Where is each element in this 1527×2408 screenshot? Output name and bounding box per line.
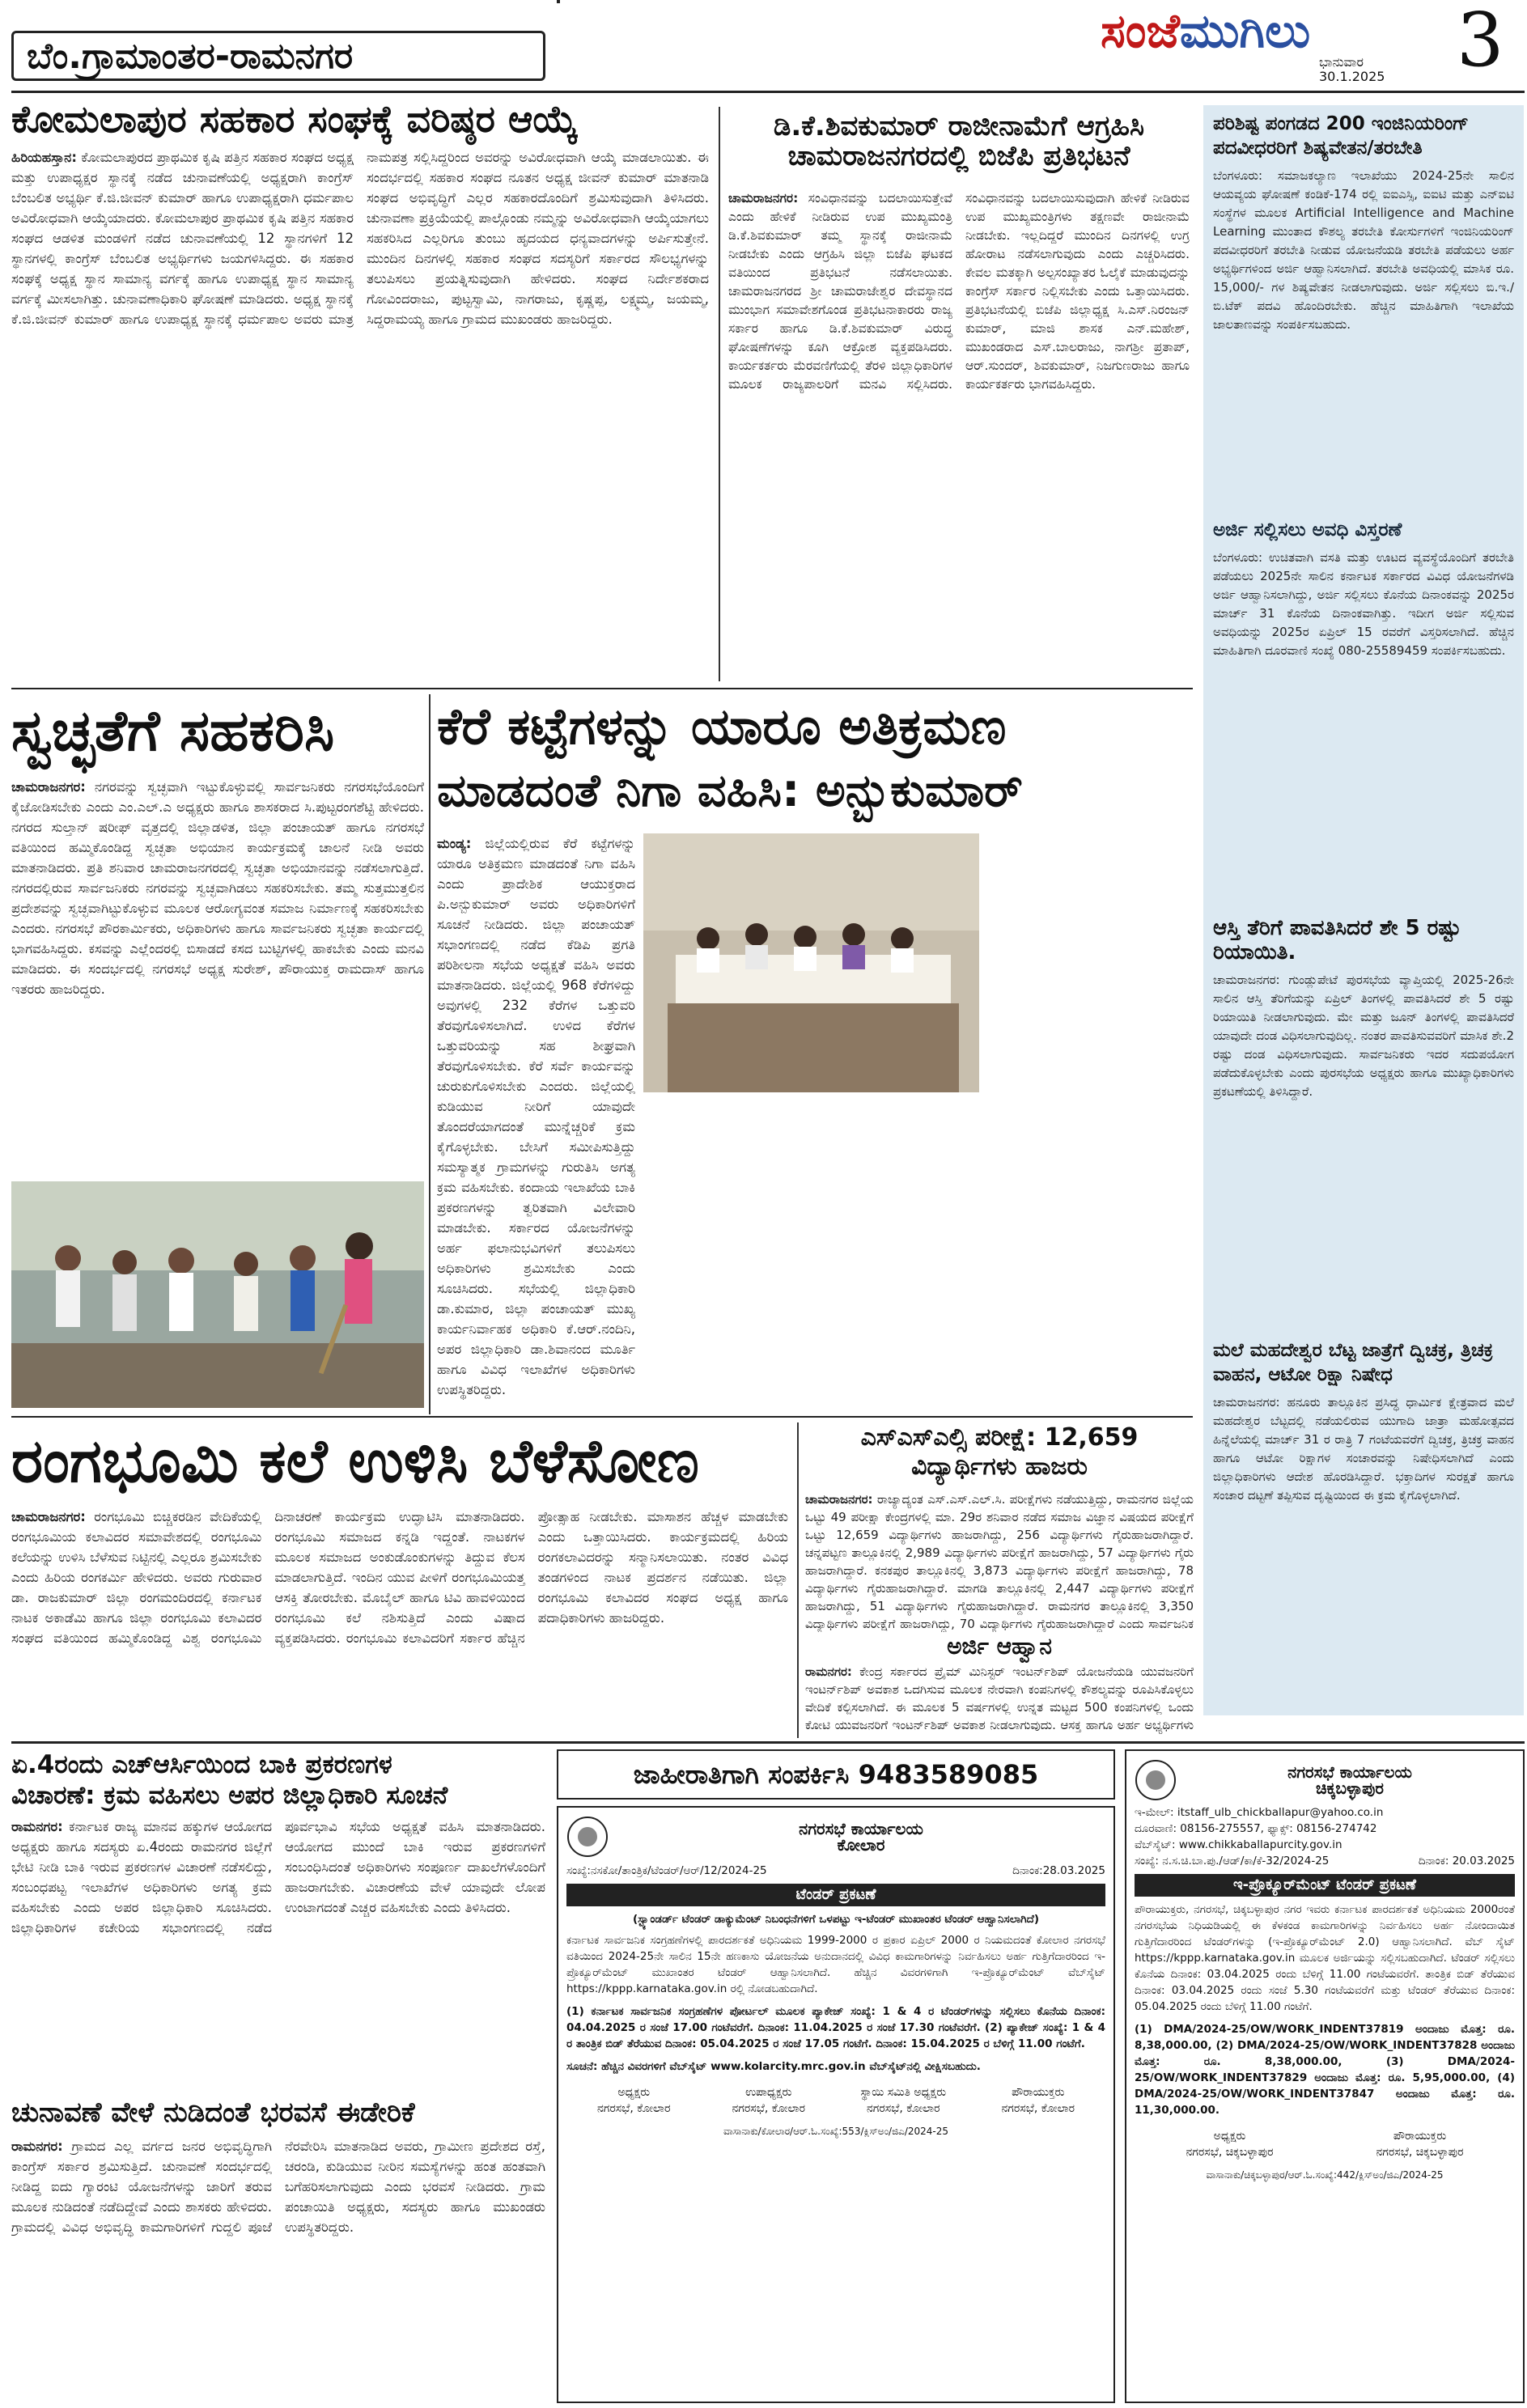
tender-phone: ದೂರವಾಣಿ: 08156-275557, ಫ್ಯಾಕ್ಸ್: 08156-274742 [1135,1822,1377,1835]
tender-body: ಪೌರಾಯುಕ್ತರು, ನಗರಸಭೆ, ಚಿಕ್ಕಬಳ್ಳಾಪುರ ನಗರ ಇವರು ಕರ್ನಾಟಕ ಪಾರದರ್ಶಕತೆ ಅಧಿನಿಯಮ 2000ರಂತೆ ನಗರಸಭೆಯ ನಿಧಿಯಡಿಯಲ್ಲಿ ಈ ಕೆಳಕಂಡ ಕಾಮಗಾರಿಗಳನ್ನು ನಿರ್ವಹಿಸಲು ಅರ್ಹ ನೋಂದಾಯಿತ ಗುತ್ತಿಗೆದಾರರಿಂದ ಟೆಂಡರ್‌ಗಳನ್ನು (ಇ-ಪ್ರೊಕ್ಯೂರ್‌ಮೆಂಟ್ 2.0) ಆಹ್ವಾನಿಸಲಾಗಿದೆ. ವೆಬ್ ಸೈಟ್ https://kppp.karnataka.gov.in ಮೂಲಕ ಅರ್ಜಿಯನ್ನು ಸಲ್ಲಿಸಬಹುದಾಗಿದೆ. ಟೆಂಡರ್ ಸಲ್ಲಿಸಲು ಕೊನೆಯ ದಿನಾಂಕ: 03.04.2025 ರಂದು ಬೆಳಿಗ್ಗೆ 11.00 ಗಂಟೆಯವರೆಗೆ. ತಾಂತ್ರಿಕ ಬಿಡ್ ತೆರೆಯುವ ದಿನಾಂಕ: 03.04.2025 ರಂದು ಸಂಜೆ 5.30 ಗಂಟೆಯವರೆಗೆ ಮತ್ತು ಟೆಂಡರ್ ತೆರೆಯುವ ದಿನಾಂಕ: 05.04.2025 ರಂದು ಬೆಳಿಗ್ಗೆ 11.00 ಗಂಟೆಗೆ. [1135,1903,1515,2013]
page-number: 3 [1457,0,1504,83]
sidebar-headline: ಮಲೆ ಮಹದೇಶ್ವರ ಬೆಟ್ಟ ಜಾತ್ರೆಗೆ ದ್ವಿಚಕ್ರ, ತ್ರಿಚಕ್ರ ವಾಹನ, ಆಟೋ ರಿಕ್ಷಾ ನಿಷೇಧ [1213,1340,1494,1385]
cleanup-photo [11,1181,424,1408]
article-sslc [805,1490,1194,1632]
masthead-date: 30.1.2025 [1319,69,1385,84]
meeting-photo [643,833,979,1092]
sidebar-body: ಚಾಮರಾಜನಗರ: ಗುಂಡ್ಲುಪೇಟೆ ಪುರಸಭೆಯ ವ್ಯಾಪ್ತಿಯಲ್ಲಿ 2025-26ನೇ ಸಾಲಿನ ಆಸ್ತಿ ತೆರಿಗೆಯನ್ನು ಏಪ್ರಿಲ್ ತಿಂಗಳಲ್ಲಿ ಪಾವತಿಸಿದರೆ ಶೇ 5 ರಷ್ಟು ರಿಯಾಯಿತಿ ನೀಡಲಾಗುವುದು. ಮೇ ಮತ್ತು ಜೂನ್ ತಿಂಗಳಲ್ಲಿ ಪಾವತಿಸಿದರೆ ಯಾವುದೇ ದಂಡ ವಿಧಿಸಲಾಗುವುದಿಲ್ಲ. ನಂತರ ಪಾವತಿಸುವವರಿಗೆ ಮಾಸಿಕ ಶೇ.2 ರಷ್ಟು ದಂಡ ವಿಧಿಸಲಾಗುವುದು. ಸಾರ್ವಜನಿಕರು ಇದರ ಸದುಪಯೋಗ ಪಡೆದುಕೊಳ್ಳಬೇಕು ಎಂದು ಪುರಸಭೆಯ ಅಧ್ಯಕ್ಷರು ಹಾಗೂ ಮುಖ್ಯಾಧಿಕಾರಿಗಳು ಪ್ರಕಟಣೆಯಲ್ಲಿ ತಿಳಿಸಿದ್ದಾರೆ. [1213,973,1514,1099]
sidebar-headline: ಆಸ್ತಿ ತೆರಿಗೆ ಪಾವತಿಸಿದರೆ ಶೇ 5 ರಷ್ಟು ರಿಯಾಯಿತಿ. [1213,916,1461,964]
masthead-day: ಭಾನುವಾರ [1319,54,1364,70]
headline-arji: ಅರ್ಜಿ ಆಹ್ವಾನ [947,1633,1052,1660]
dateline: ರಾಮನಗರ: [11,1819,63,1834]
article-body: ಕೇಂದ್ರ ಸರ್ಕಾರದ ಪ್ರೈಮ್ ಮಿನಿಸ್ಟರ್ ಇಂಟರ್ನ್‌ಶಿಪ್ ಯೋಜನೆಯಡಿ ಯುವಜನರಿಗೆ ಇಂಟರ್ನ್‌ಶಿಪ್ ಅವಕಾಶ ಒದಗಿಸುವ ಮೂಲಕ ನೇರವಾಗಿ ಕಂಪನಿಗಳಲ್ಲಿ ಕೌಶಲ್ಯವನ್ನು ರೂಪಿಸಿಕೊಳ್ಳಲು ವೇದಿಕೆ ಕಲ್ಪಿಸಲಾಗಿದೆ. ಈ ಮೂಲಕ 5 ವರ್ಷಗಳಲ್ಲಿ ಉನ್ನತ ಮಟ್ಟದ 500 ಕಂಪನಿಗಳಲ್ಲಿ ಒಂದು ಕೋಟಿ ಯುವಜನರಿಗೆ ಇಂಟರ್ನ್‌ಶಿಪ್ ಅವಕಾಶ ನೀಡಲಾಗುವುದು. ಆಸಕ್ತ ಹಾಗೂ ಅರ್ಹ ಅಭ್ಯರ್ಥಿಗಳು [805,1664,1194,1732]
article-body: ರಂಗಭೂಮಿ ಬಿಚ್ಚಿಕರಡಿನ ವೇದಿಕೆಯಲ್ಲಿ ರಂಗಭೂಮಿಯ ಕಲಾವಿದರ ಸಮಾವೇಶದಲ್ಲಿ ರಂಗಭೂಮಿ ಕಲೆಯನ್ನು ಉಳಿಸಿ ಬೆಳೆಸುವ ನಿಟ್ಟಿನಲ್ಲಿ ಎಲ್ಲರೂ ಶ್ರಮಿಸಬೇಕು ಎಂದು ಹಿರಿಯ ರಂಗಕರ್ಮಿ ಹೇಳಿದರು. ಅವರು ಗುರುವಾರ ಡಾ. ರಾಜಕುಮಾರ್ ಜಿಲ್ಲಾ ರಂಗಮಂದಿರದಲ್ಲಿ ಕರ್ನಾಟಕ ನಾಟಕ ಅಕಾಡೆಮಿ ಹಾಗೂ ಜಿಲ್ಲಾ ರಂಗಭೂಮಿ ಕಲಾವಿದರ ಸಂಘದ ವತಿಯಿಂದ ಹಮ್ಮಿಕೊಂಡಿದ್ದ ವಿಶ್ವ ರಂಗಭೂಮಿ ದಿನಾಚರಣೆ ಕಾರ್ಯಕ್ರಮ ಉದ್ಘಾಟಿಸಿ ಮಾತನಾಡಿದರು. ರಂಗಭೂಮಿ ಸಮಾಜದ ಕನ್ನಡಿ ಇದ್ದಂತೆ. ನಾಟಕಗಳ ಮೂಲಕ ಸಮಾಜದ ಅಂಕುಡೊಂಕುಗಳನ್ನು ತಿದ್ದುವ ಕೆಲಸ ಮಾಡಲಾಗುತ್ತಿದೆ. ಇಂದಿನ ಯುವ ಪೀಳಿಗೆ ರಂಗಭೂಮಿಯತ್ತ ಆಸಕ್ತಿ ತೋರಬೇಕು. ಮೊಬೈಲ್ ಹಾಗೂ ಟಿವಿ ಹಾವಳಿಯಿಂದ ರಂಗಭೂಮಿ ಕಲೆ ನಶಿಸುತ್ತಿದೆ ಎಂದು ವಿಷಾದ ವ್ಯಕ್ತಪಡಿಸಿದರು. ರಂಗಭೂಮಿ ಕಲಾವಿದರಿಗೆ ಸರ್ಕಾರ ಹೆಚ್ಚಿನ ಪ್ರೋತ್ಸಾಹ ನೀಡಬೇಕು. ಮಾಸಾಶನ ಹೆಚ್ಚಳ ಮಾಡಬೇಕು ಎಂದು ಒತ್ತಾಯಿಸಿದರು. ಕಾರ್ಯಕ್ರಮದಲ್ಲಿ ಹಿರಿಯ ರಂಗಕಲಾವಿದರನ್ನು ಸನ್ಮಾನಿಸಲಾಯಿತು. ನಂತರ ವಿವಿಧ ತಂಡಗಳಿಂದ ನಾಟಕ ಪ್ರದರ್ಶನ ನಡೆಯಿತು. ಜಿಲ್ಲಾ ರಂಗಭೂಮಿ ಕಲಾವಿದರ ಸಂಘದ ಅಧ್ಯಕ್ಷ ಹಾಗೂ ಪದಾಧಿಕಾರಿಗಳು ಹಾಜರಿದ್ದರು. [11,1509,788,1646]
tender-city: ಕೋಲಾರ [837,1835,885,1855]
tender-city: ಚಿಕ್ಕಬಳ್ಳಾಪುರ [1316,1778,1384,1798]
section-rule [11,1416,1193,1418]
dateline: ಚಾಮರಾಜನಗರ: [728,191,799,206]
tender-dates: (1) ಕರ್ನಾಟಕ ಸಾರ್ವಜನಿಕ ಸಂಗ್ರಹಣೆಗಳ ಪೋರ್ಟಲ್ ಮೂಲಕ ಪ್ಯಾಕೇಜ್ ಸಂಖ್ಯೆ: 1 & 4 ರ ಟೆಂಡರ್‌ಗಳನ್ನು ಸಲ್ಲಿಸಲು ಕೊನೆಯ ದಿನಾಂಕ: 04.04.2025 ರ ಸಂಜೆ 17.00 ಗಂಟೆವರೆಗೆ. ದಿನಾಂಕ: 11.04.2025 ರ ಸಂಜೆ 17.30 ಗಂಟೆವರೆಗೆ. (2) ಪ್ಯಾಕೇಜ್ ಸಂಖ್ಯೆ: 1 & 4 ರ ತಾಂತ್ರಿಕ ಬಿಡ್ ತೆರೆಯುವ ದಿನಾಂಕ: 05.04.2025 ರ ಸಂಜೆ 17.05 ಗಂಟೆಗೆ. ದಿನಾಂಕ: 15.04.2025 ರ ಬೆಳಿಗ್ಗೆ 11.00 ಗಂಟೆಗೆ. [566,2005,1105,2050]
headline-kere-2: ಮಾಡದಂತೆ ನಿಗಾ ವಹಿಸಿ: ಅನ್ಬುಕುಮಾರ್ [437,765,1023,817]
tender-email: ಇ-ಮೇಲ್: itstaff_ulb_chickballapur@yahoo.co.in [1135,1806,1384,1819]
tender-body: ಕರ್ನಾಟಕ ಸಾರ್ವಜನಿಕ ಸಂಗ್ರಹಣೆಗಳಲ್ಲಿ ಪಾರದರ್ಶಕತೆ ಅಧಿನಿಯಮ 1999-2000 ರ ಪ್ರಕಾರ ಏಪ್ರಿಲ್ 2000 ರ ನಿಯಮದಂತೆ ಕೋಲಾರ ನಗರಸಭೆ ವತಿಯಿಂದ 2024-25ನೇ ಸಾಲಿನ 15ನೇ ಹಣಕಾಸು ಯೋಜನೆಯ ಅನುದಾನದಲ್ಲಿ ವಿವಿಧ ಕಾಮಗಾರಿಗಳನ್ನು ನಿರ್ವಹಿಸಲು ಅರ್ಹ ಗುತ್ತಿಗೆದಾರರಿಂದ ಇ-ಪ್ರೊಕ್ಯೂರ್‌ಮೆಂಟ್ ಮುಖಾಂತರ ಟೆಂಡರ್ ಆಹ್ವಾನಿಸಲಾಗಿದೆ. ಹೆಚ್ಚಿನ ವಿವರಗಳಿಗಾಗಿ ಇ-ಪ್ರೊಕ್ಯೂರ್‌ಮೆಂಟ್ ವೆಬ್‌ಸೈಟ್ https://kppp.karnataka.gov.in ರಲ್ಲಿ ನೋಡಬಹುದಾಗಿದೆ. [566,1934,1105,1995]
signature-title: ಅಧ್ಯಕ್ಷರು [617,2086,651,2099]
tender-works: (1) DMA/2024-25/OW/WORK_INDENT37819 ಅಂದಾಜು ಮೊತ್ತ: ರೂ. 8,38,000.00, (2) DMA/2024-25/OW/WORK_INDENT37828 ಅಂದಾಜು ಮೊತ್ತ: ರೂ. 8,38,000.00, (3) DMA/2024-25/OW/WORK_INDENT37829 ಅಂದಾಜು ಮೊತ್ತ: ರೂ. 5,95,000.00, (4) DMA/2024-25/OW/WORK_INDENT37847 ಅಂದಾಜು ಮೊತ್ತ: ರೂ. 11,30,000.00. [1135,2023,1515,2117]
article-arji [805,1663,1194,1736]
signature-place: ನಗರಸಭೆ, ಚಿಕ್ಕಬಳ್ಳಾಪುರ [1376,2146,1464,2159]
masthead-logo [1101,3,1457,58]
headline-chunavane: ಚುನಾವಣೆ ವೇಳೆ ನುಡಿದಂತೆ ಭರವಸೆ ಈಡೇರಿಕೆ [11,2096,415,2129]
article-kere-cont [643,1100,1194,1408]
sidebar-item [1213,518,1514,905]
ad-wrapper [557,0,560,3]
sidebar-headline: ಪರಿಶಿಷ್ಟ ಪಂಗಡದ 200 ಇಂಜಿನಿಯರಿಂಗ್ ಪದವೀಧರರಿಗೆ ಶಿಷ್ಯವೇತನ/ತರಬೇತಿ [1213,113,1469,159]
article-body: ನಗರವನ್ನು ಸ್ವಚ್ಛವಾಗಿ ಇಟ್ಟುಕೊಳ್ಳುವಲ್ಲಿ ಸಾರ್ವಜನಿಕರು ನಗರಸಭೆಯೊಂದಿಗೆ ಕೈಜೋಡಿಸಬೇಕು ಎಂದು ಎಂ.ಎಲ್.ಎ ಅಧ್ಯಕ್ಷರು ಹಾಗೂ ಶಾಸಕರಾದ ಸಿ.ಪುಟ್ಟರಂಗಶೆಟ್ಟಿ ಹೇಳಿದರು. ನಗರದ ಸುಲ್ತಾನ್ ಷರೀಫ್ ವೃತ್ತದಲ್ಲಿ ಜಿಲ್ಲಾಡಳಿತ, ಜಿಲ್ಲಾ ಪಂಚಾಯತ್ ಹಾಗೂ ನಗರಸಭೆ ವತಿಯಿಂದ ಹಮ್ಮಿಕೊಂಡಿದ್ದ ಸ್ವಚ್ಛತಾ ಅಭಿಯಾನ ಕಾರ್ಯಕ್ರಮಕ್ಕೆ ಚಾಲನೆ ನೀಡಿ ಅವರು ಮಾತನಾಡಿದರು. ಪ್ರತಿ ಶನಿವಾರ ಚಾಮರಾಜನಗರದಲ್ಲಿ ಸ್ವಚ್ಛತಾ ಅಭಿಯಾನವನ್ನು ನಡೆಸಲಾಗುತ್ತಿದೆ. ನಗರದಲ್ಲಿರುವ ಸಾರ್ವಜನಿಕರು ನಗರವನ್ನು ಸ್ವಚ್ಛವಾಗಿಡಲು ಸಹಕರಿಸಬೇಕು. ತಮ್ಮ ಸುತ್ತಮುತ್ತಲಿನ ಪ್ರದೇಶವನ್ನು ಸ್ವಚ್ಛವಾಗಿಟ್ಟುಕೊಳ್ಳುವ ಮೂಲಕ ಆರೋಗ್ಯವಂತ ಸಮಾಜ ನಿರ್ಮಾಣಕ್ಕೆ ಸಹಕರಿಸಬೇಕು ಎಂದರು. ನಗರಸಭೆ ಪೌರಕಾರ್ಮಿಕರು, ಅಧಿಕಾರಿಗಳು ಹಾಗೂ ಸಾರ್ವಜನಿಕರು ಸ್ವಚ್ಛತಾ ಕಾರ್ಯದಲ್ಲಿ ಭಾಗವಹಿಸಿದ್ದರು. ಕಸವನ್ನು ಎಲ್ಲೆಂದರಲ್ಲಿ ಬಿಸಾಡದೆ ಕಸದ ಬುಟ್ಟಿಗಳಲ್ಲಿ ಹಾಕಬೇಕು ಎಂದು ಮನವಿ ಮಾಡಿದರು. ಈ ಸಂದರ್ಭದಲ್ಲಿ ನಗರಸಭೆ ಅಧ್ಯಕ್ಷ ಸುರೇಶ್, ಪೌರಾಯುಕ್ತ ರಾಮದಾಸ್ ಹಾಗೂ ಇತರರು ಹಾಜರಿದ್ದರು. [11,779,424,997]
tender-note: ಸೂಚನೆ: ಹೆಚ್ಚಿನ ವಿವರಗಳಿಗೆ ವೆಬ್‌ಸೈಟ್ www.kolarcity.mrc.gov.in ವೆಬ್‌ಸೈಟ್‌ನಲ್ಲಿ ವೀಕ್ಷಿಸಬಹುದು. [566,2060,981,2073]
tender-ref-row [566,1863,1105,1879]
article-chunavane [11,2136,545,2403]
signature-title: ಸ್ಥಾಯಿ ಸಮಿತಿ ಅಧ್ಯಕ್ಷರು [860,2086,947,2099]
masthead-part2: ಮುಗಿಲು [1179,3,1311,58]
tender-strip: ಟೆಂಡರ್ ಪ್ರಕಟಣೆ [566,1884,1105,1906]
article-body: ಕೋಮಲಾಪುರದ ಪ್ರಾಥಮಿಕ ಕೃಷಿ ಪತ್ತಿನ ಸಹಕಾರ ಸಂಘದ ಅಧ್ಯಕ್ಷ ಮತ್ತು ಉಪಾಧ್ಯಕ್ಷರ ಸ್ಥಾನಕ್ಕೆ ನಡೆದ ಚುನಾವಣೆಯಲ್ಲಿ ಅಧ್ಯಕ್ಷರಾಗಿ ಕಾಂಗ್ರೆಸ್ ಬೆಂಬಲಿತ ಅಭ್ಯರ್ಥಿ ಕೆ.ಜಿ.ಜೀವನ್ ಕುಮಾರ್ ಹಾಗೂ ಉಪಾಧ್ಯಕ್ಷರಾಗಿ ಧರ್ಮಪಾಲ ಅವಿರೋಧವಾಗಿ ಆಯ್ಕೆಯಾದರು. ಕೋಮಲಾಪುರ ಪ್ರಾಥಮಿಕ ಕೃಷಿ ಪತ್ತಿನ ಸಹಕಾರ ಸಂಘದ ಆಡಳಿತ ಮಂಡಳಿಗೆ ನಡೆದ ಚುನಾವಣೆಯಲ್ಲಿ 12 ಸ್ಥಾನಗಳಿಗೆ 12 ಸ್ಥಾನಗಳಲ್ಲಿ ಕಾಂಗ್ರೆಸ್ ಬೆಂಬಲಿತ ಅಭ್ಯರ್ಥಿಗಳು ಜಯಗಳಿಸಿದ್ದರು. ಈ ಸಹಕಾರ ಸಂಘಕ್ಕೆ ಅಧ್ಯಕ್ಷ ಸ್ಥಾನ ಸಾಮಾನ್ಯ ವರ್ಗಕ್ಕೆ ಹಾಗೂ ಉಪಾಧ್ಯಕ್ಷ ಸ್ಥಾನ ಸಾಮಾನ್ಯ ವರ್ಗಕ್ಕೆ ಮೀಸಲಾಗಿತ್ತು. ಚುನಾವಣಾಧಿಕಾರಿ ಘೋಷಣೆ ಮಾಡಿದರು. ಅಧ್ಯಕ್ಷ ಸ್ಥಾನಕ್ಕೆ ಕೆ.ಜಿ.ಜೀವನ್ ಕುಮಾರ್ ಹಾಗೂ ಉಪಾಧ್ಯಕ್ಷ ಸ್ಥಾನಕ್ಕೆ ಧರ್ಮಪಾಲ ಅವರು ಮಾತ್ರ ನಾಮಪತ್ರ ಸಲ್ಲಿಸಿದ್ದರಿಂದ ಅವರನ್ನು ಅವಿರೋಧವಾಗಿ ಆಯ್ಕೆ ಮಾಡಲಾಯಿತು. ಈ ಸಂದರ್ಭದಲ್ಲಿ ಸಹಕಾರ ಸಂಘದ ನೂತನ ಅಧ್ಯಕ್ಷ ಜೀವನ್ ಕುಮಾರ್ ಮಾತನಾಡಿ ಸಂಘದ ಅಭಿವೃದ್ಧಿಗೆ ಎಲ್ಲರ ಸಹಕಾರದೊಂದಿಗೆ ಶ್ರಮಿಸುವುದಾಗಿ ತಿಳಿಸಿದರು. ಚುನಾವಣಾ ಪ್ರಕ್ರಿಯೆಯಲ್ಲಿ ಪಾಲ್ಗೊಂಡು ನಮ್ಮನ್ನು ಅವಿರೋಧವಾಗಿ ಆಯ್ಕೆಯಾಗಲು ಸಹಕರಿಸಿದ ಎಲ್ಲರಿಗೂ ತುಂಬು ಹೃದಯದ ಧನ್ಯವಾದಗಳನ್ನು ಅರ್ಪಿಸುತ್ತೇನೆ. ಮುಂದಿನ ದಿನಗಳಲ್ಲಿ ಸಹಕಾರ ಸಂಘದ ಸದಸ್ಯರಿಗೆ ಸರ್ಕಾರದ ಸೌಲಭ್ಯಗಳನ್ನು ತಲುಪಿಸಲು ಪ್ರಯತ್ನಿಸುವುದಾಗಿ ಹೇಳಿದರು. ಸಂಘದ ನಿರ್ದೇಶಕರಾದ ಗೋವಿಂದರಾಜು, ಪುಟ್ಟಸ್ವಾಮಿ, ನಾಗರಾಜು, ಕೃಷ್ಣಪ್ಪ, ಲಕ್ಷ್ಮಮ್ಮ, ಜಯಮ್ಮ, ಸಿದ್ದರಾಮಯ್ಯ ಹಾಗೂ ಗ್ರಾಮದ ಮುಖಂಡರು ಹಾಜರಿದ್ದರು. [11,150,709,327]
dateline: ಚಾಮರಾಜನಗರ: [11,779,86,795]
signature-title: ಅಧ್ಯಕ್ಷರು [1213,2130,1246,2143]
headline-sslc-1: ಎಸ್ಎಸ್ಎಲ್ಸಿ ಪರೀಕ್ಷೆ: 12,659 [860,1423,1139,1452]
ad-contact-banner: ಜಾಹೀರಾತಿಗಾಗಿ ಸಂಪರ್ಕಿಸಿ 9483589085 [557,1749,1115,1800]
tender-footer: ವಾಸಾನಾಕು/ಚಿಕ್ಕಬಳ್ಳಾಪುರ/ಆರ್.ಓ.ಸಂಖ್ಯೆ:442/ಕ್ಲಿಸ್‌ಅಂ/ಜಿಎ/2024-25 [1206,2169,1444,2181]
tender-ref: ಸಂಖ್ಯೆ: ನ.ಸ.ಚಿ.ಬಾ.ಪು./ಆಡ್/ಕಾ/ಕೆ-32/2024-25 [1135,1855,1330,1867]
sidebar-item [1213,1338,1514,1701]
dateline: ರಾಮನಗರ: [805,1664,852,1679]
sidebar-item [1213,916,1514,1327]
emblem-icon [566,1816,609,1858]
headline-komalapura: ಕೋಮಲಾಪುರ ಸಹಕಾರ ಸಂಘಕ್ಕೆ ವರಿಷ್ಠರ ಆಯ್ಕೆ [11,97,578,141]
article-kere-col1 [437,833,635,1408]
article-body: ಜಿಲ್ಲೆಯಲ್ಲಿರುವ ಕೆರೆ ಕಟ್ಟೆಗಳನ್ನು ಯಾರೂ ಅತಿಕ್ರಮಣ ಮಾಡದಂತೆ ನಿಗಾ ವಹಿಸಿ ಎಂದು ಪ್ರಾದೇಶಿಕ ಆಯುಕ್ತರಾದ ಪಿ.ಅನ್ಬುಕುಮಾರ್ ಅವರು ಅಧಿಕಾರಿಗಳಿಗೆ ಸೂಚನೆ ನೀಡಿದರು. ಜಿಲ್ಲಾ ಪಂಚಾಯತ್ ಸಭಾಂಗಣದಲ್ಲಿ ನಡೆದ ಕೆಡಿಪಿ ಪ್ರಗತಿ ಪರಿಶೀಲನಾ ಸಭೆಯ ಅಧ್ಯಕ್ಷತೆ ವಹಿಸಿ ಅವರು ಮಾತನಾಡಿದರು. ಜಿಲ್ಲೆಯಲ್ಲಿ 968 ಕೆರೆಗಳಿದ್ದು ಅವುಗಳಲ್ಲಿ 232 ಕೆರೆಗಳ ಒತ್ತುವರಿ ತೆರವುಗೊಳಿಸಲಾಗಿದೆ. ಉಳಿದ ಕೆರೆಗಳ ಒತ್ತುವರಿಯನ್ನು ಸಹ ಶೀಘ್ರವಾಗಿ ತೆರವುಗೊಳಿಸಬೇಕು. ಕೆರೆ ಸರ್ವೆ ಕಾರ್ಯವನ್ನು ಚುರುಕುಗೊಳಿಸಬೇಕು ಎಂದರು. ಜಿಲ್ಲೆಯಲ್ಲಿ ಕುಡಿಯುವ ನೀರಿಗೆ ಯಾವುದೇ ತೊಂದರೆಯಾಗದಂತೆ ಮುನ್ನೆಚ್ಚರಿಕೆ ಕ್ರಮ ಕೈಗೊಳ್ಳಬೇಕು. ಬೇಸಿಗೆ ಸಮೀಪಿಸುತ್ತಿದ್ದು ಸಮಸ್ಯಾತ್ಮಕ ಗ್ರಾಮಗಳನ್ನು ಗುರುತಿಸಿ ಅಗತ್ಯ ಕ್ರಮ ವಹಿಸಬೇಕು. ಕಂದಾಯ ಇಲಾಖೆಯ ಬಾಕಿ ಪ್ರಕರಣಗಳನ್ನು ತ್ವರಿತವಾಗಿ ವಿಲೇವಾರಿ ಮಾಡಬೇಕು. ಸರ್ಕಾರದ ಯೋಜನೆಗಳನ್ನು ಅರ್ಹ ಫಲಾನುಭವಿಗಳಿಗೆ ತಲುಪಿಸಲು ಅಧಿಕಾರಿಗಳು ಶ್ರಮಿಸಬೇಕು ಎಂದು ಸೂಚಿಸಿದರು. ಸಭೆಯಲ್ಲಿ ಜಿಲ್ಲಾಧಿಕಾರಿ ಡಾ.ಕುಮಾರ, ಜಿಲ್ಲಾ ಪಂಚಾಯತ್ ಮುಖ್ಯ ಕಾರ್ಯನಿರ್ವಾಹಕ ಅಧಿಕಾರಿ ಕೆ.ಆರ್.ನಂದಿನಿ, ಅಪರ ಜಿಲ್ಲಾಧಿಕಾರಿ ಡಾ.ಶಿವಾನಂದ ಮೂರ್ತಿ ಹಾಗೂ ವಿವಿಧ ಇಲಾಖೆಗಳ ಅಧಿಕಾರಿಗಳು ಉಪಸ್ಥಿತರಿದ್ದರು. [437,836,635,1397]
signature-place: ನಗರಸಭೆ, ಕೋಲಾರ [867,2102,940,2115]
dateline: ಮಂಡ್ಯ: [437,836,472,851]
signature-block [836,2084,971,2117]
article-body: ಗ್ರಾಮದ ಎಲ್ಲ ವರ್ಗದ ಜನರ ಅಭಿವೃದ್ಧಿಗಾಗಿ ಕಾಂಗ್ರೆಸ್ ಸರ್ಕಾರ ಶ್ರಮಿಸುತ್ತಿದೆ. ಚುನಾವಣೆ ಸಂದರ್ಭದಲ್ಲಿ ನೀಡಿದ್ದ ಐದು ಗ್ಯಾರಂಟಿ ಯೋಜನೆಗಳನ್ನು ಜಾರಿಗೆ ತರುವ ಮೂಲಕ ನುಡಿದಂತೆ ನಡೆದಿದ್ದೇವೆ ಎಂದು ಶಾಸಕರು ಹೇಳಿದರು. ಗ್ರಾಮದಲ್ಲಿ ವಿವಿಧ ಅಭಿವೃದ್ಧಿ ಕಾಮಗಾರಿಗಳಿಗೆ ಗುದ್ದಲಿ ಪೂಜೆ ನೆರವೇರಿಸಿ ಮಾತನಾಡಿದ ಅವರು, ಗ್ರಾಮೀಣ ಪ್ರದೇಶದ ರಸ್ತೆ, ಚರಂಡಿ, ಕುಡಿಯುವ ನೀರಿನ ಸಮಸ್ಯೆಗಳನ್ನು ಹಂತ ಹಂತವಾಗಿ ಬಗೆಹರಿಸಲಾಗುವುದು ಎಂದು ಭರವಸೆ ನೀಡಿದರು. ಗ್ರಾಮ ಪಂಚಾಯಿತಿ ಅಧ್ಯಕ್ಷರು, ಸದಸ್ಯರು ಹಾಗೂ ಮುಖಂಡರು ಉಪಸ್ಥಿತರಿದ್ದರು. [11,2139,545,2235]
column-rule [797,1422,799,1738]
tender-office: ನಗರಸಭೆ ಕಾರ್ಯಾಲಯ [799,1819,923,1838]
section-rule [11,688,1193,689]
article-body: ರಾಜ್ಯಾದ್ಯಂತ ಎಸ್.ಎಸ್.ಎಲ್.ಸಿ. ಪರೀಕ್ಷೆಗಳು ನಡೆಯುತ್ತಿದ್ದು, ರಾಮನಗರ ಜಿಲ್ಲೆಯ ಒಟ್ಟು 49 ಪರೀಕ್ಷಾ ಕೇಂದ್ರಗಳಲ್ಲಿ ಮಾ. 29ರ ಶನಿವಾರ ನಡೆದ ಸಮಾಜ ವಿಜ್ಞಾನ ವಿಷಯದ ಪರೀಕ್ಷೆಗೆ ಒಟ್ಟು 12,659 ವಿದ್ಯಾರ್ಥಿಗಳು ಹಾಜರಾಗಿದ್ದು, 256 ವಿದ್ಯಾರ್ಥಿಗಳು ಗೈರುಹಾಜರಾಗಿದ್ದಾರೆ. ಚನ್ನಪಟ್ಟಣ ತಾಲ್ಲೂಕಿನಲ್ಲಿ 2,989 ವಿದ್ಯಾರ್ಥಿಗಳು ಪರೀಕ್ಷೆಗೆ ಹಾಜರಾಗಿದ್ದು, 57 ವಿದ್ಯಾರ್ಥಿಗಳು ಗೈರು ಹಾಜರಾಗಿದ್ದಾರೆ. ಕನಕಪುರ ತಾಲ್ಲೂಕಿನಲ್ಲಿ 3,873 ವಿದ್ಯಾರ್ಥಿಗಳು ಪರೀಕ್ಷೆಗೆ ಹಾಜರಾಗಿದ್ದು, 78 ವಿದ್ಯಾರ್ಥಿಗಳು ಗೈರುಹಾಜರಾಗಿದ್ದಾರೆ. ಮಾಗಡಿ ತಾಲ್ಲೂಕಿನಲ್ಲಿ 2,447 ವಿದ್ಯಾರ್ಥಿಗಳು ಪರೀಕ್ಷೆಗೆ ಹಾಜರಾಗಿದ್ದು, 51 ವಿದ್ಯಾರ್ಥಿಗಳು ಗೈರುಹಾಜರಾಗಿದ್ದಾರೆ. ರಾಮನಗರ ತಾಲ್ಲೂಕಿನಲ್ಲಿ 3,350 ವಿದ್ಯಾರ್ಥಿಗಳು ಪರೀಕ್ಷೆಗೆ ಹಾಜರಾಗಿದ್ದು, 70 ವಿದ್ಯಾರ್ಥಿಗಳು ಗೈರುಹಾಜರಾಗಿದ್ದಾರೆ ಎಂದು ಸಾರ್ವಜನಿಕ [805,1492,1194,1631]
column-rule [429,694,431,1414]
sidebar-body: ಚಾಮರಾಜನಗರ: ಹನೂರು ತಾಲ್ಲೂಕಿನ ಪ್ರಸಿದ್ಧ ಧಾರ್ಮಿಕ ಕ್ಷೇತ್ರವಾದ ಮಲೆ ಮಹದೇಶ್ವರ ಬೆಟ್ಟದಲ್ಲಿ ನಡೆಯಲಿರುವ ಯುಗಾದಿ ಜಾತ್ರಾ ಮಹೋತ್ಸವದ ಹಿನ್ನೆಲೆಯಲ್ಲಿ ಮಾರ್ಚ್ 31 ರ ರಾತ್ರಿ 7 ಗಂಟೆಯವರೆಗೆ ದ್ವಿಚಕ್ರ, ತ್ರಿಚಕ್ರ ವಾಹನ ಹಾಗೂ ಆಟೋ ರಿಕ್ಷಾಗಳ ಸಂಚಾರವನ್ನು ನಿಷೇಧಿಸಲಾಗಿದೆ ಎಂದು ಜಿಲ್ಲಾಧಿಕಾರಿಗಳು ಆದೇಶ ಹೊರಡಿಸಿದ್ದಾರೆ. ಭಕ್ತಾದಿಗಳ ಸುರಕ್ಷತೆ ಹಾಗೂ ಸಂಚಾರ ದಟ್ಟಣೆ ತಪ್ಪಿಸುವ ದೃಷ್ಟಿಯಿಂದ ಈ ಕ್ರಮ ಕೈಗೊಳ್ಳಲಾಗಿದೆ. [1213,1395,1514,1503]
signature-title: ಉಪಾಧ್ಯಕ್ಷರು [745,2086,792,2099]
headline-dks: ಡಿ.ಕೆ.ಶಿವಕುಮಾರ್ ರಾಜೀನಾಮೆಗೆ ಆಗ್ರಹಿಸಿ ಚಾಮರಾಜನಗರದಲ್ಲಿ ಬಿಜೆಪಿ ಪ್ರತಿಭಟನೆ [773,110,1145,173]
sidebar-headline: ಅರ್ಜಿ ಸಲ್ಲಿಸಲು ಅವಧಿ ವಿಸ್ತರಣೆ [1213,519,1402,541]
section-tag: ಬೆಂ.ಗ್ರಾಮಾಂತರ-ರಾಮನಗರ [11,31,545,81]
masthead-part1: ಸಂಜೆ [1101,3,1180,58]
article-komalapura [11,147,709,681]
tender-date: ದಿನಾಂಕ:28.03.2025 [1012,1864,1105,1877]
tender-ref: ಸಂಖ್ಯೆ:ನಸಕೋ/ತಾಂತ್ರಿಕ/ಟೆಂಡರ್/ಆರ್/12/2024-25 [566,1864,767,1877]
signature-title: ಪೌರಾಯುಕ್ತರು [1393,2130,1447,2143]
article-dks [728,189,1190,681]
dateline: ರಾಮನಗರ: [11,2139,63,2154]
signature-block [971,2084,1106,2117]
tender-strip: ಇ-ಪ್ರೊಕ್ಯೂರ್‌ಮೆಂಟ್ ಟೆಂಡರ್ ಪ್ರಕಟಣೆ [1135,1874,1515,1897]
dateline: ಚಾಮರಾಜನಗರ: [11,1509,86,1524]
tender-ref-row [1135,1853,1515,1869]
dateline: ಹಿರಿಯಹಸ್ತಾನ: [11,150,77,165]
headline-hrc-1: ಏ.4ರಂದು ಎಚ್ಆರ್ಸಿಯಿಂದ ಬಾಕಿ ಪ್ರಕರಣಗಳ [11,1750,392,1779]
signature-block [1135,2128,1325,2160]
signature-block [566,2084,702,2117]
tender-signatures [566,2084,1105,2117]
tender-cb-header [1135,1759,1515,1801]
article-body: ಸಂವಿಧಾನವನ್ನು ಬದಲಾಯಿಸುತ್ತೇವೆ ಎಂದು ಹೇಳಿಕೆ ನೀಡಿರುವ ಉಪ ಮುಖ್ಯಮಂತ್ರಿ ಡಿ.ಕೆ.ಶಿವಕುಮಾರ್ ತಮ್ಮ ಸ್ಥಾನಕ್ಕೆ ರಾಜೀನಾಮೆ ನೀಡಬೇಕು ಎಂದು ಆಗ್ರಹಿಸಿ ಜಿಲ್ಲಾ ಬಿಜೆಪಿ ಘಟಕದ ವತಿಯಿಂದ ಪ್ರತಿಭಟನೆ ನಡೆಸಲಾಯಿತು. ಚಾಮರಾಜನಗರದ ಶ್ರೀ ಚಾಮರಾಜೇಶ್ವರ ದೇವಸ್ಥಾನದ ಮುಂಭಾಗ ಸಮಾವೇಶಗೊಂಡ ಪ್ರತಿಭಟನಾಕಾರರು ರಾಜ್ಯ ಸರ್ಕಾರ ಹಾಗೂ ಡಿ.ಕೆ.ಶಿವಕುಮಾರ್ ವಿರುದ್ಧ ಘೋಷಣೆಗಳನ್ನು ಕೂಗಿ ಆಕ್ರೋಶ ವ್ಯಕ್ತಪಡಿಸಿದರು. ಕಾರ್ಯಕರ್ತರು ಮೆರವಣಿಗೆಯಲ್ಲಿ ತೆರಳಿ ಜಿಲ್ಲಾಧಿಕಾರಿಗಳ ಮೂಲಕ ರಾಜ್ಯಪಾಲರಿಗೆ ಮನವಿ ಸಲ್ಲಿಸಿದರು. ಸಂವಿಧಾನವನ್ನು ಬದಲಾಯಿಸುವುದಾಗಿ ಹೇಳಿಕೆ ನೀಡಿರುವ ಉಪ ಮುಖ್ಯಮಂತ್ರಿಗಳು ತಕ್ಷಣವೇ ರಾಜೀನಾಮೆ ನೀಡಬೇಕು. ಇಲ್ಲದಿದ್ದರೆ ಮುಂದಿನ ದಿನಗಳಲ್ಲಿ ಉಗ್ರ ಹೋರಾಟ ನಡೆಸಲಾಗುವುದು ಎಂದು ಎಚ್ಚರಿಸಿದರು. ಕೇವಲ ಮತಕ್ಕಾಗಿ ಅಲ್ಪಸಂಖ್ಯಾತರ ಓಲೈಕೆ ಮಾಡುವುದನ್ನು ಕಾಂಗ್ರೆಸ್ ಸರ್ಕಾರ ನಿಲ್ಲಿಸಬೇಕು ಎಂದು ಒತ್ತಾಯಿಸಿದರು. ಪ್ರತಿಭಟನೆಯಲ್ಲಿ ಬಿಜೆಪಿ ಜಿಲ್ಲಾಧ್ಯಕ್ಷ ಸಿ.ಎಸ್.ನಿರಂಜನ್ ಕುಮಾರ್, ಮಾಜಿ ಶಾಸಕ ಎನ್.ಮಹೇಶ್, ಮುಖಂಡರಾದ ಎಸ್.ಬಾಲರಾಜು, ನಾಗಶ್ರೀ ಪ್ರತಾಪ್, ಆರ್.ಸುಂದರ್, ಶಿವಕುಮಾರ್, ನಿಜಗುಣರಾಜು ಹಾಗೂ ಕಾರ್ಯಕರ್ತರು ಭಾಗವಹಿಸಿದ್ದರು. [728,191,1190,392]
sidebar [1203,105,1524,1715]
article-swachhate [11,777,424,1173]
section-rule [11,1741,1525,1744]
signature-block [1325,2128,1515,2160]
tender-signatures [1135,2128,1515,2160]
signature-title: ಪೌರಾಯುಕ್ತರು [1012,2086,1065,2099]
tender-subtitle: (ಸ್ಟ್ಯಾಂಡರ್ಡ್ ಟೆಂಡರ್ ಡಾಕ್ಯುಮೆಂಟ್ ನಿಬಂಧನೆಗಳಿಗೆ ಒಳಪಟ್ಟು ಇ-ಟೆಂಡರ್ ಮುಖಾಂತರ ಟೆಂಡರ್ ಆಹ್ವಾನಿಸಲಾಗಿದೆ) [632,1913,1040,1926]
sidebar-item [1213,112,1514,507]
tender-kolar-header [566,1816,1105,1858]
article-rangabhoomi [11,1507,788,1733]
headline-rangabhoomi: ರಂಗಭೂಮಿ ಕಲೆ ಉಳಿಸಿ ಬೆಳೆಸೋಣ [11,1427,699,1496]
tender-date: ದಿನಾಂಕ: 20.03.2025 [1418,1855,1515,1867]
tender-kolar [557,1806,1115,2403]
header-rule [11,91,1525,93]
tender-footer: ವಾಸಾನಾಕು/ಕೋಲಾರ/ಆರ್.ಓ.ಸಂಖ್ಯೆ:553/ಕ್ಲಿಸ್‌ಅಂ/ಜಿಎ/2024-25 [723,2126,949,2137]
cleanup-photo-art [11,1181,424,1408]
signature-place: ನಗರಸಭೆ, ಕೋಲಾರ [732,2102,805,2115]
signature-place: ನಗರಸಭೆ, ಕೋಲಾರ [1001,2102,1075,2115]
signature-place: ನಗರಸಭೆ, ಕೋಲಾರ [597,2102,671,2115]
article-body: ಕರ್ನಾಟಕ ರಾಜ್ಯ ಮಾನವ ಹಕ್ಕುಗಳ ಆಯೋಗದ ಅಧ್ಯಕ್ಷರು ಹಾಗೂ ಸದಸ್ಯರು ಏ.4ರಂದು ರಾಮನಗರ ಜಿಲ್ಲೆಗೆ ಭೇಟಿ ನೀಡಿ ಬಾಕಿ ಇರುವ ಪ್ರಕರಣಗಳ ವಿಚಾರಣೆ ನಡೆಸಲಿದ್ದು, ಸಂಬಂಧಪಟ್ಟ ಇಲಾಖೆಗಳ ಅಧಿಕಾರಿಗಳು ಅಗತ್ಯ ಕ್ರಮ ವಹಿಸಬೇಕು ಎಂದು ಅಪರ ಜಿಲ್ಲಾಧಿಕಾರಿ ಸೂಚಿಸಿದರು. ಜಿಲ್ಲಾಧಿಕಾರಿಗಳ ಕಚೇರಿಯ ಸಭಾಂಗಣದಲ್ಲಿ ನಡೆದ ಪೂರ್ವಭಾವಿ ಸಭೆಯ ಅಧ್ಯಕ್ಷತೆ ವಹಿಸಿ ಮಾತನಾಡಿದರು. ಆಯೋಗದ ಮುಂದೆ ಬಾಕಿ ಇರುವ ಪ್ರಕರಣಗಳಿಗೆ ಸಂಬಂಧಿಸಿದಂತೆ ಅಧಿಕಾರಿಗಳು ಸಂಪೂರ್ಣ ದಾಖಲೆಗಳೊಂದಿಗೆ ಹಾಜರಾಗಬೇಕು. ವಿಚಾರಣೆಯ ವೇಳೆ ಯಾವುದೇ ಲೋಪ ಉಂಟಾಗದಂತೆ ಎಚ್ಚರ ವಹಿಸಬೇಕು ಎಂದು ತಿಳಿಸಿದರು. [11,1819,545,1935]
emblem-icon [1135,1759,1177,1801]
dateline: ಚಾಮರಾಜನಗರ: [805,1492,873,1507]
meeting-photo-art [643,833,979,1092]
article-kere-col3 [987,833,1194,1092]
sidebar-body: ಬೆಂಗಳೂರು: ಸಮಾಜಕಲ್ಯಾಣ ಇಲಾಖೆಯು 2024-25ನೇ ಸಾಲಿನ ಆಯವ್ಯಯ ಘೋಷಣೆ ಕಂಡಿಕೆ-174 ರಲ್ಲಿ ಐಐಎಸ್ಸಿ, ಐಐಟಿ ಮತ್ತು ಎನ್ಐಟಿ ಸಂಸ್ಥೆಗಳ ಮೂಲಕ Artificial Intelligence and Machine Learning ಮುಂತಾದ ಕೌಶಲ್ಯ ತರಬೇತಿ ಕೋರ್ಸುಗಳಿಗೆ ಇಂಜಿನಿಯರಿಂಗ್ ಪದವೀಧರರಿಗೆ ತರಬೇತಿ ನೀಡುವ ಯೋಜನೆಯಡಿ ತರಬೇತಿ ಪಡೆಯಲು ಅರ್ಹ ಅಭ್ಯರ್ಥಿಗಳಿಂದ ಅರ್ಜಿ ಆಹ್ವಾನಿಸಲಾಗಿದೆ. ತರಬೇತಿ ಅವಧಿಯಲ್ಲಿ ಮಾಸಿಕ ರೂ. 15,000/- ಗಳ ಶಿಷ್ಯವೇತನ ನೀಡಲಾಗುವುದು. ಅರ್ಜಿ ಸಲ್ಲಿಸಲು ಬಿ.ಇ./ಬಿ.ಟೆಕ್ ಪದವಿ ಹೊಂದಿರಬೇಕು. ಹೆಚ್ಚಿನ ಮಾಹಿತಿಗಾಗಿ ಇಲಾಖೆಯ ಜಾಲತಾಣವನ್ನು ಸಂಪರ್ಕಿಸಬಹುದು. [1213,168,1514,332]
tender-office: ನಗರಸಭೆ ಕಾರ್ಯಾಲಯ [1287,1762,1412,1782]
signature-place: ನಗರಸಭೆ, ಚಿಕ್ಕಬಳ್ಳಾಪುರ [1186,2146,1274,2159]
article-hrc [11,1817,545,2092]
headline-swachhate: ಸ್ವಚ್ಛತೆಗೆ ಸಹಕರಿಸಿ [11,697,335,764]
signature-block [702,2084,837,2117]
sidebar-body: ಬೆಂಗಳೂರು: ಉಚಿತವಾಗಿ ವಸತಿ ಮತ್ತು ಊಟದ ವ್ಯವಸ್ಥೆಯೊಂದಿಗೆ ತರಬೇತಿ ಪಡೆಯಲು 2025ನೇ ಸಾಲಿನ ಕರ್ನಾಟಕ ಸರ್ಕಾರದ ವಿವಿಧ ಯೋಜನೆಗಳಡಿ ಅರ್ಜಿ ಆಹ್ವಾನಿಸಲಾಗಿದ್ದು, ಅರ್ಜಿ ಸಲ್ಲಿಸಲು ಕೊನೆಯ ದಿನಾಂಕವನ್ನು 2025ರ ಮಾರ್ಚ್ 31 ಕೊನೆಯ ದಿನಾಂಕವಾಗಿತ್ತು. ಇದೀಗ ಅರ್ಜಿ ಸಲ್ಲಿಸುವ ಅವಧಿಯನ್ನು 2025ರ ಏಪ್ರಿಲ್ 15 ರವರೆಗೆ ವಿಸ್ತರಿಸಲಾಗಿದೆ. ಹೆಚ್ಚಿನ ಮಾಹಿತಿಗಾಗಿ ದೂರವಾಣಿ ಸಂಖ್ಯೆ 080-25589459 ಸಂಪರ್ಕಿಸಬಹುದು. [1213,550,1514,658]
headline-hrc-2: ವಿಚಾರಣೆ: ಕ್ರಮ ವಹಿಸಲು ಅಪರ ಜಿಲ್ಲಾಧಿಕಾರಿ ಸೂಚನೆ [11,1781,448,1810]
headline-kere-1: ಕೆರೆ ಕಟ್ಟೆಗಳನ್ನು ಯಾರೂ ಅತಿಕ್ರಮಣ [437,697,1007,756]
masthead [1101,3,1457,84]
column-rule [719,107,720,681]
headline-sslc-2: ವಿದ್ಯಾರ್ಥಿಗಳು ಹಾಜರು [911,1452,1088,1481]
tender-chikkaballapur [1125,1749,1525,2403]
tender-website: ವೆಬ್‌ಸೈಟ್: www.chikkaballapurcity.gov.in [1135,1838,1342,1851]
